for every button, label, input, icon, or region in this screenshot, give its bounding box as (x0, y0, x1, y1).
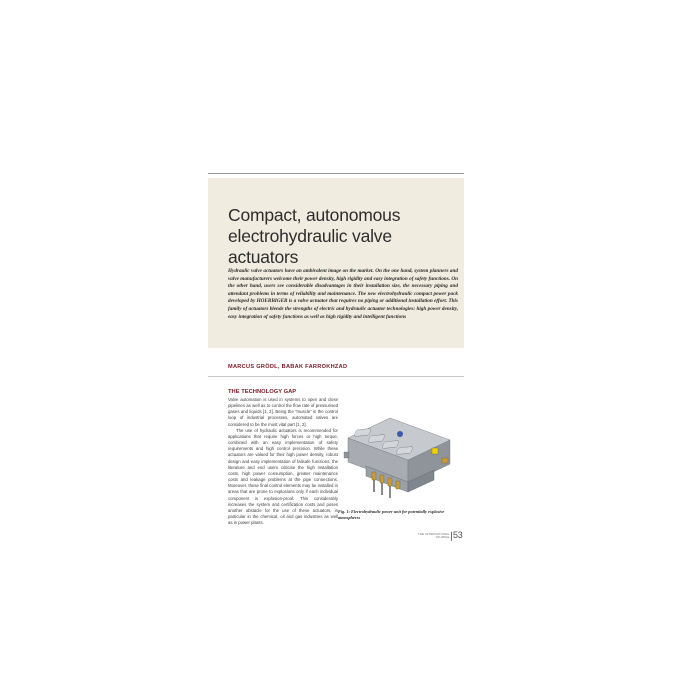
article-title (228, 205, 458, 268)
body-text (228, 397, 338, 526)
author-rule (208, 376, 464, 377)
figure-caption: Fig. 1: Electrohydraulic power unit for potentially explosive atmospheres (338, 509, 445, 520)
left-port (344, 452, 349, 458)
page-number: 53 (453, 530, 463, 540)
actuator-figure (338, 400, 460, 500)
article-authors: MARCUS GRÖDL, BABAK FARROKHZAD (228, 364, 348, 370)
section-heading: THE TECHNOLOGY GAP (228, 389, 297, 395)
body-paragraph-2: The use of hydraulic actuators is recommended for applications that require high forces or high torque, combined with an easy implementation of safety requirements and high control precision. While these actuators are valued for their high power density, robust design and easy implementation of failsafe functions, the literature and end users criticise the high installation costs, high power consumption, greater maintenance costs and leakage problems at the pipe connections. Moreover, these final control elements may be installed in areas that are prone to explosions only if each individual component is explosion-proof. This considerably increases the system and certification costs and poses another obstacle for the use of these actuators, in particular in the chemical, oil and gas industries as well as in power plants. (228, 427, 338, 526)
brand-logo (397, 431, 403, 437)
journal-line-2: JOURNAL (435, 535, 450, 540)
article-abstract: Hydraulic valve actuators have an ambivalent image on the market. On the one hand, system planners and valve manufacturers welcome their power density, high rigidity and easy integration of safety functions. On the other hand, users see considerable disadvantages in their installation size, the necessary piping and attendant problems in terms of reliability and maintenance. The new electrohydraulic compact power pack developed by HOERBIGER is a valve actuator that requires no piping or additional installation effort. This family of actuators blends the strengths of electric and hydraulic actuator technologies: high power density, easy integration of safety functions as well as high rigidity and intelligent functions (228, 268, 458, 320)
warning-label (432, 448, 438, 454)
top-rule (208, 173, 464, 174)
footer-divider (451, 532, 452, 541)
title-line-1: Compact, autonomous (228, 205, 401, 225)
body-paragraph-1: Valve automation is used in systems to open and close pipelines as well as to control the flow rate of pressurised gases and liquids [1, 2]. Being the “muscle” in the control loop of industrial processes, automated valves are considered to be the most vital part [1, 2]. (228, 397, 338, 427)
title-line-2: electrohydraulic valve actuators (228, 226, 392, 267)
journal-line-1: THE INTERNATIONAL (418, 532, 450, 536)
journal-name (408, 533, 450, 540)
